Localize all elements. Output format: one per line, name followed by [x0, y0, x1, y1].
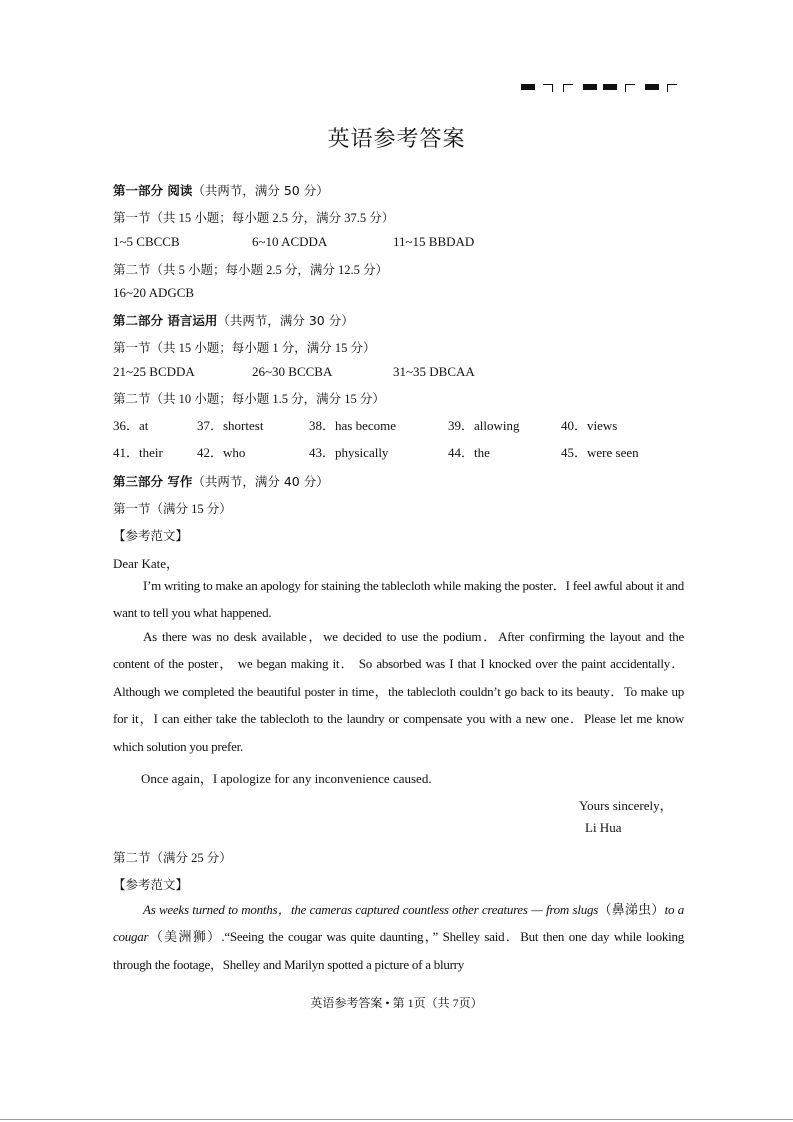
page-footer: 英语参考答案 • 第 1页（共 7页） [310, 996, 483, 1010]
answer-item: 45．were seen [561, 445, 639, 460]
part1-section1: 第一节（共 15 小题；每小题 2.5 分，满分 37.5 分） [113, 211, 395, 225]
part3-heading: 第三部分 写作（共两节，满分 40 分） [113, 474, 329, 489]
answer-item: 37．shortest [197, 418, 264, 433]
answer-group: 1~5 CBCCB [113, 234, 180, 249]
answer-item: 42．who [197, 445, 246, 460]
answer-group: 31~35 DBCAA [393, 364, 475, 379]
part2-section2: 第二节（共 10 小题；每小题 1.5 分，满分 15 分） [113, 392, 385, 406]
narrative-paragraph: As weeks turned to months，the cameras captured countless other creatures — from slugs（鼻涕虫）to a cougar（美洲狮）.“Seeing the cougar was quite daunting，” Shelley said．But then one day while looking through the footage，Shelley and Marilyn spotted a picture of a blurry [113, 902, 684, 972]
answer-item: 38．has become [309, 418, 397, 433]
letter-paragraph: Once again，I apologize for any inconvenience caused. [141, 771, 432, 786]
answer-group: 11~15 BBDAD [393, 234, 475, 249]
part2-heading: 第二部分 语言运用（共两节，满分 30 分） [113, 313, 354, 328]
answer-item: 36．at [113, 418, 149, 433]
answer-group: 16~20 ADGCB [113, 285, 195, 300]
part3-section1: 第一节（满分 15 分） [113, 502, 232, 516]
answer-group: 21~25 BCDDA [113, 364, 195, 379]
answer-group: 6~10 ACDDA [252, 234, 328, 249]
sample-essay-label: 【参考范文】 [113, 529, 189, 543]
answer-group: 26~30 BCCBA [252, 364, 333, 379]
registration-mark [521, 84, 681, 94]
sample-essay-label: 【参考范文】 [113, 878, 189, 892]
letter-signature: Li Hua [585, 820, 622, 835]
part1-heading: 第一部分 阅读（共两节，满分 50 分） [113, 183, 329, 198]
answer-item: 43．physically [309, 445, 389, 460]
part1-section2: 第二节（共 5 小题；每小题 2.5 分，满分 12.5 分） [113, 263, 389, 277]
answer-item: 44．the [448, 445, 490, 460]
part3-section2: 第二节（满分 25 分） [113, 851, 232, 865]
letter-greeting: Dear Kate， [113, 556, 180, 571]
letter-closing: Yours sincerely， [579, 798, 673, 813]
page-bottom-rule [0, 1119, 793, 1120]
answer-item: 40．views [561, 418, 618, 433]
answer-item: 41．their [113, 445, 163, 460]
answer-item: 39．allowing [448, 418, 520, 433]
page-title: 英语参考答案 [327, 127, 466, 152]
letter-paragraph: I’m writing to make an apology for staining the tablecloth while making the poster．I feel awful about it and want to tell you what happened. [113, 578, 684, 621]
letter-paragraph: As there was no desk available，we decided to use the podium．After confirming the layout and the content of the poster， we began making it． So absorbed was I that I knocked over the paint accidentally．Although we completed the beautiful poster in time，the tablecloth couldn’t go back to its beauty．To make up for it，I can either take the tablecloth to the laundry or compensate you with a new one．Please let me know which solution you prefer. [113, 629, 684, 754]
part2-section1: 第一节（共 15 小题；每小题 1 分，满分 15 分） [113, 341, 376, 355]
